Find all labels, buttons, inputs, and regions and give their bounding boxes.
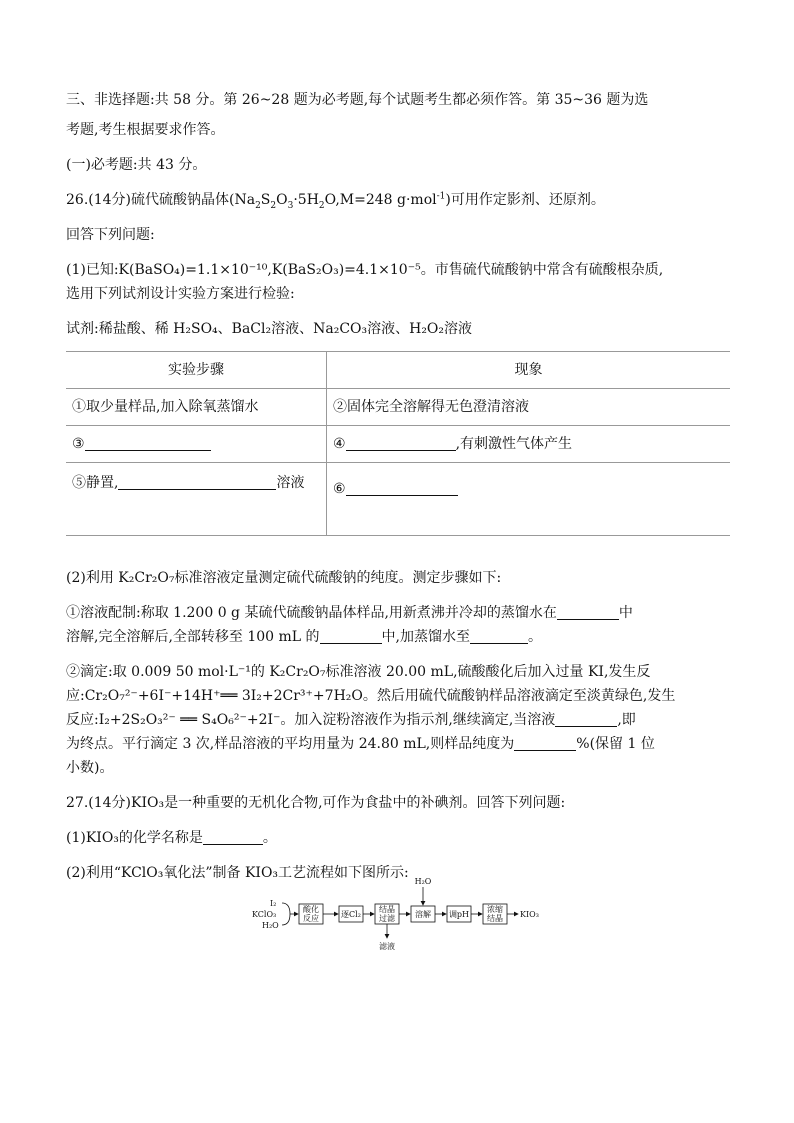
phenomenon-6: ⑥	[327, 463, 731, 536]
input-bracket	[282, 903, 290, 925]
answer-blank[interactable]	[320, 627, 382, 644]
q26-step2-line4: 为终点。平行滴定 3 次,样品溶液的平均用量为 24.80 mL,则样品纯度为 %(保留 1 位	[66, 736, 655, 752]
header-steps: 实验步骤	[66, 352, 327, 389]
answer-blank[interactable]	[470, 627, 528, 644]
waste-filtrate: 滤液	[379, 942, 395, 951]
step-label: 结晶	[379, 905, 395, 914]
q26-part2-intro: (2)利用 K₂Cr₂O₇标准溶液定量测定硫代硫酸钠的纯度。测定步骤如下:	[66, 570, 502, 586]
q27-intro: 27.(14分)KIO₃是一种重要的无机化合物,可作为食盐中的补碘剂。回答下列问题:	[66, 795, 566, 811]
step-label: 结晶	[487, 914, 503, 923]
q27-part2: (2)利用“KClO₃氧化法”制备 KIO₃工艺流程如下图所示:	[66, 865, 409, 881]
step-label: 酸化	[303, 905, 319, 914]
q26-step2-line3: 反应:I₂+2S₂O₃²⁻ ══ S₄O₆²⁻+2I⁻。加入淀粉溶液作为指示剂,继续滴定,当溶液 ,即	[66, 712, 636, 728]
phenomenon-2: ②固体完全溶解得无色澄清溶液	[327, 389, 731, 426]
answer-blank[interactable]	[557, 603, 619, 620]
answer-blank[interactable]	[555, 710, 617, 727]
q26-step2-line2: 应:Cr₂O₇²⁻+6I⁻+14H⁺══ 3I₂+2Cr³⁺+7H₂O。然后用硫代硫酸钠样品溶液滴定至淡黄绿色,发生	[66, 688, 676, 704]
step-label: 逐Cl₂	[341, 910, 361, 919]
experiment-table	[66, 351, 730, 536]
exam-page	[66, 88, 730, 885]
step-label: 浓缩	[487, 905, 503, 914]
step-label: 调pH	[448, 910, 470, 919]
q26-part1-line2: 选用下列试剂设计实验方案进行检验:	[66, 286, 295, 302]
flow-svg	[252, 872, 552, 958]
header-phenomena: 现象	[327, 352, 731, 389]
q26-step1-line2: 溶解,完全溶解后,全部转移至 100 mL 的 中,加蒸馏水至 。	[66, 629, 542, 645]
q26-answer-prompt: 回答下列问题:	[66, 227, 155, 243]
q26-step2-line1: ②滴定:取 0.009 50 mol·L⁻¹的 K₂Cr₂O₇标准溶液 20.00 mL,硫酸酸化后加入过量 KI,发生反	[66, 664, 651, 680]
step-label: 反应	[303, 914, 319, 923]
step-5: ⑤静置, 溶液	[66, 463, 327, 536]
answer-blank[interactable]	[203, 828, 263, 845]
top-input-h2o: H₂O	[414, 877, 432, 886]
step-3: ③	[66, 426, 327, 463]
q26-part1-line1: (1)已知:K(BaSO₄)=1.1×10⁻¹⁰,K(BaS₂O₃)=4.1×10⁻⁵。市售硫代硫酸钠中常含有硫酸根杂质,	[66, 262, 664, 278]
product-kio3: KIO₃	[520, 910, 539, 919]
phenomenon-4: ④ ,有刺激性气体产生	[327, 426, 731, 463]
section-header-line1: 三、非选择题:共 58 分。第 26~28 题为必考题,每个试题考生都必须作答。第 35~36 题为选	[66, 92, 649, 108]
input-kclo3: KClO₃	[252, 910, 277, 919]
answer-blank[interactable]	[346, 479, 458, 496]
q26-step1-line1: ①溶液配制:称取 1.200 0 g 某硫代硫酸钠晶体样品,用新煮沸并冷却的蒸馏水在 中	[66, 605, 633, 621]
input-i2: I₂	[270, 899, 277, 908]
q27-part1: (1)KIO₃的化学名称是 。	[66, 830, 277, 846]
q26-intro: 26.(14分)硫代硫酸钠晶体($Na_2S_2O_3\cdot 5H_2O,M=248$ g·mol$^{-1}$)可用作定影剂、还原剂。	[66, 191, 605, 211]
required-header: (一)必考题:共 43 分。	[66, 157, 207, 173]
answer-blank[interactable]	[118, 473, 276, 490]
answer-blank[interactable]	[85, 434, 211, 451]
step-1: ①取少量样品,加入除氧蒸馏水	[66, 389, 327, 426]
answer-blank[interactable]	[514, 734, 576, 751]
q26-reagents: 试剂:稀盐酸、稀 H₂SO₄、BaCl₂溶液、Na₂CO₃溶液、H₂O₂溶液	[66, 321, 473, 337]
section-header-line2: 考题,考生根据要求作答。	[66, 122, 225, 138]
input-h2o: H₂O	[262, 921, 279, 930]
answer-blank[interactable]	[346, 434, 456, 451]
q26-step2-line5: 小数)。	[66, 760, 114, 776]
step-label: 过滤	[379, 914, 395, 923]
step-label: 溶解	[415, 910, 431, 919]
process-flow-diagram	[252, 872, 552, 958]
